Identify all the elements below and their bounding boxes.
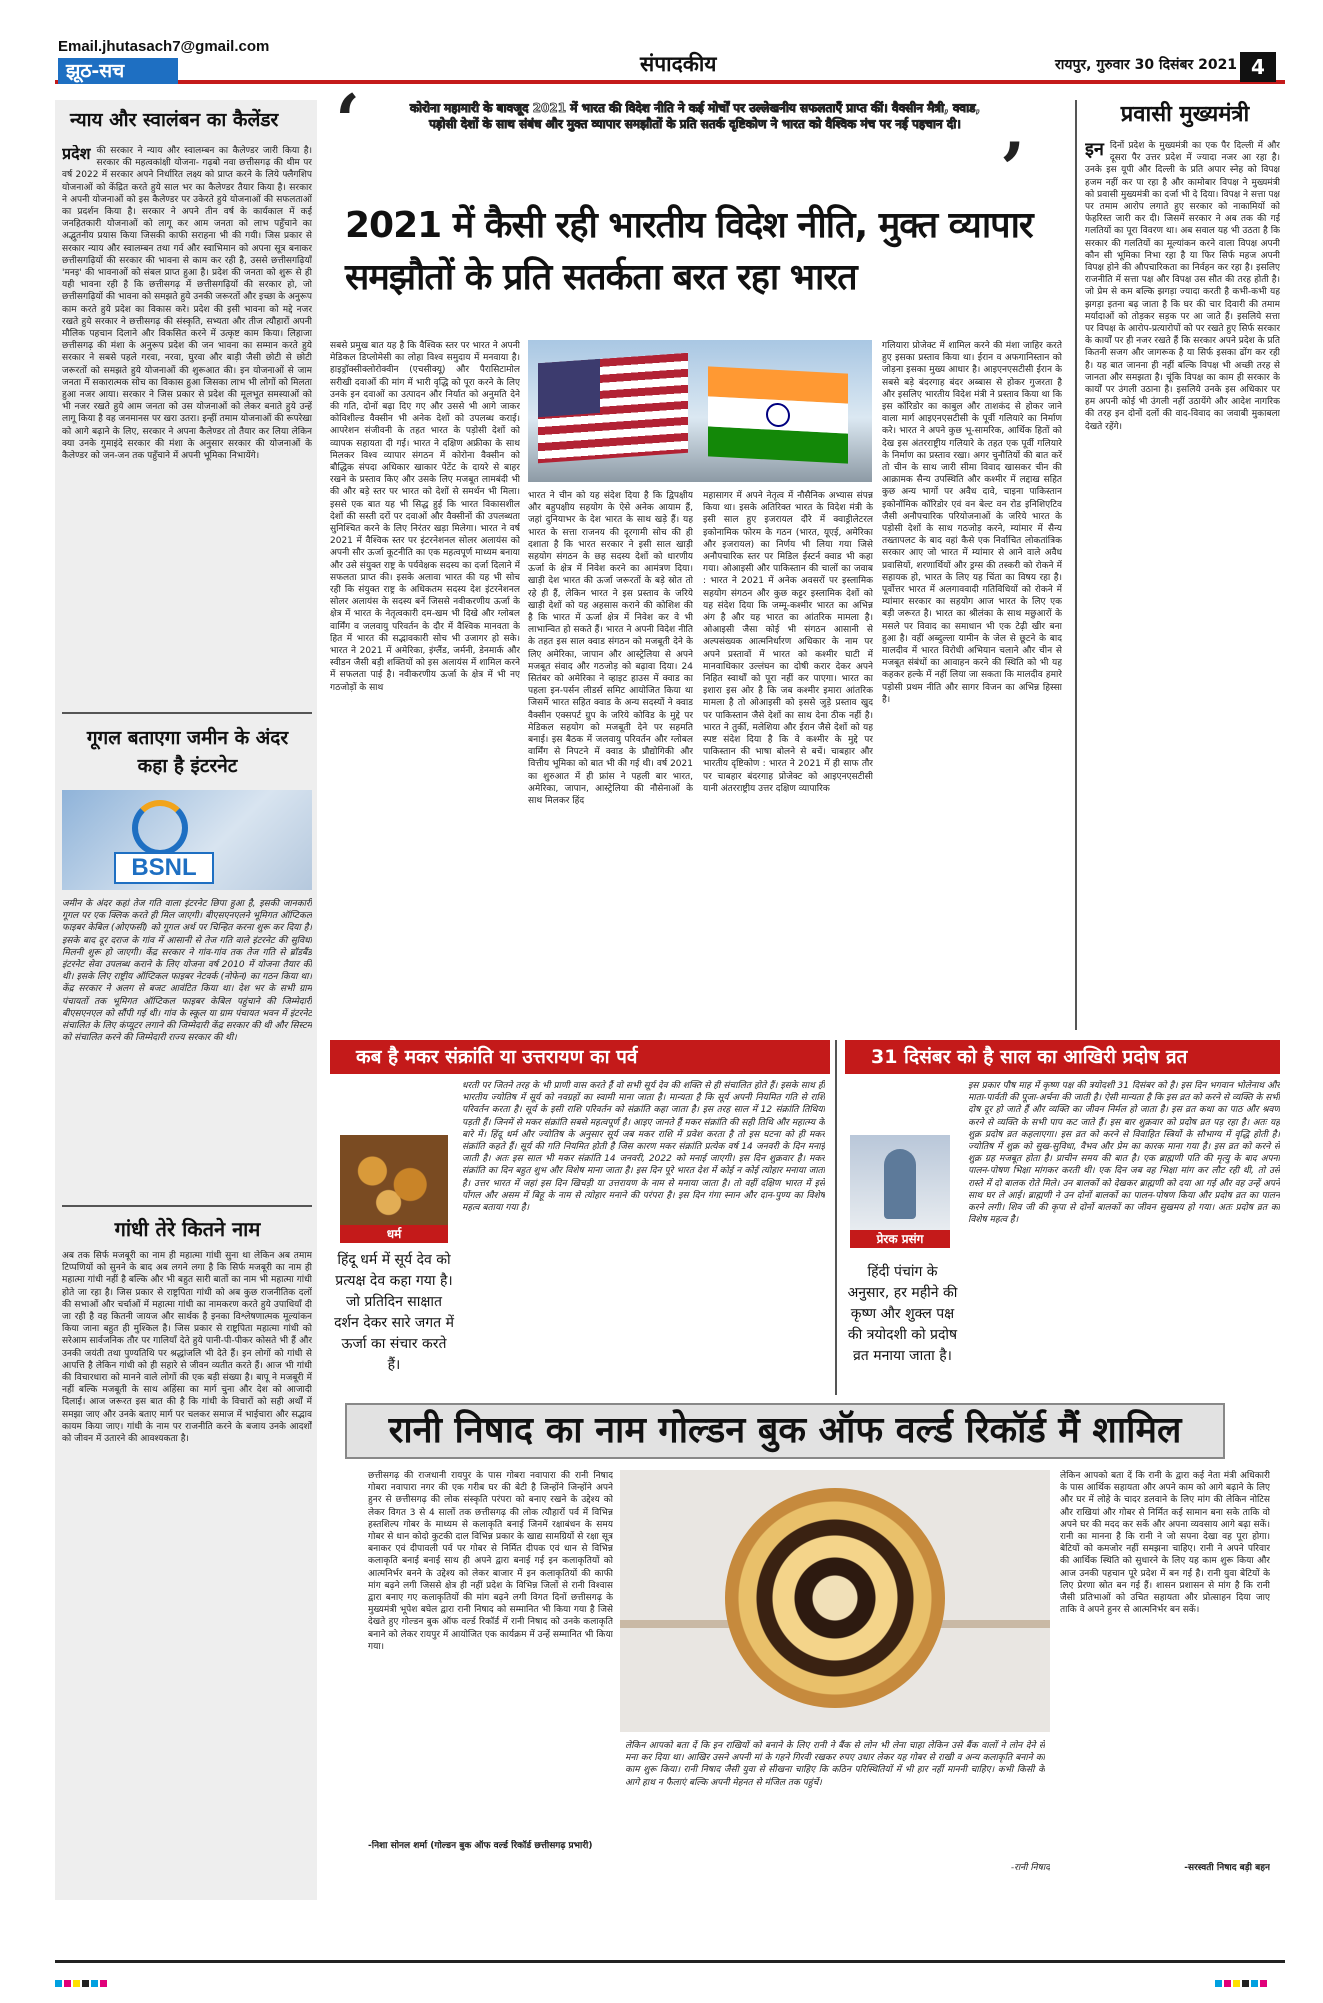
article-column: भारत ने चीन को यह संदेश दिया है कि द्विपक्षीय और बहुपक्षीय सहयोग के ऐसे अनेक आयाम हैं, जहां दुनियाभर के देश भारत के साथ खड़े हैं। यह भारत के सत्ता राजनय की दूरगामी सोच की ही दशाता है कि भारत सरकार ने इसी साल खाड़ी सहयोग संगठन के छह सदस्य देशों को धारणीय ऊर्जा के क्षेत्र में निवेश करने का आमंत्रण दिया। खाड़ी देश भारत की ऊर्जा जरूरतों के बड़े स्रोत तो रहे ही हैं, लेकिन भारत ने इस प्रस्ताव के जरिये खाड़ी देशों को यह अहसास कराने की कोशिश की है कि भारत में ऊर्जा क्षेत्र में निवेश कर वे भी लाभान्वित हो सकते हैं। भारत ने अपनी विदेश नीति के तहत इस साल क्वाड संगठन को मजबूती देने के लिए अमेरिका, जापान और आस्ट्रेलिया से अपने मजबूत संवाद और गठजोड़ को बढ़ावा दिया। 24 सितंबर को अमेरिका ने व्हाइट हाउस में क्वाड का पहला इन-पर्सन लीडर्स समिट आयोजित किया था जिसमें भारत सहित क्वाड के अन्य सदस्यों ने क्वाड वैक्सीन एक्सपर्ट ग्रुप के जरिये कोविड के मुद्दे पर मेडिकल सहयोग को मजबूती देने पर सहमति बनाई। इस बैठक में जलवायु परिवर्तन और ग्लोबल वार्मिंग से निपटने में क्वाड के प्रौद्योगिकी और वित्तीय भूमिका को बात भी की गई थी। वर्ष 2021 का शुरुआत में ही फ्रांस ने पहली बार भारत, अमेरिका, जापान, आस्ट्रेलिया की नौसेनाओं के साथ मिलकर हिंद <box>528 491 693 807</box>
category-tag: धर्म <box>340 1225 448 1243</box>
makar-banner: कब है मकर संक्रांति या उत्तरायण का पर्व <box>330 1040 830 1074</box>
bsnl-logo-text: BSNL <box>114 852 214 884</box>
article-body <box>62 145 312 705</box>
flags-image <box>528 340 872 482</box>
close-quote-icon: ’ <box>1000 126 1026 211</box>
article-title: न्याय और स्वालंबन का कैलेंडर <box>70 109 279 131</box>
dateline: रायपुर, गुरुवार 30 दिसंबर 2021 <box>1055 57 1238 73</box>
makar-body: धरती पर जितने तरह के भी प्राणी वास करते हैं वो सभी सूर्य देव की शक्ति से ही संचालित होते हैं। इसके साथ ही भारतीय ज्योतिष में सूर्य को नवग्रहों का स्वामी माना जाता है। मान्यता है कि सूर्य अपनी नियमित गति से राशि परिवर्तन करता है। सूर्य के इसी राशि परिवर्तन को संक्रांति कहा जाता है। इस तरह साल में 12 संक्रांति तिथियां पड़ती हैं। जिनमें से मकर संक्रांति सबसे महत्वपूर्ण है। आइए जानते हैं मकर संक्रांति की सही तिथि और महात्म्य के बारे में। हिंदू धर्म और ज्योतिष के अनुसार सूर्य जब मकर राशि में प्रवेश करता है तो इस घटना को ही मकर संक्रांति कहते हैं। सूर्य की गति नियमित होती है जिस कारण मकर संक्रांति प्रत्येक वर्ष 14 जनवरी के दिन मनाई जाती है। अतः इस साल भी मकर संक्रांति 14 जनवरी, 2022 को मनाई जाएगी। इस दिन शुक्रवार है। मकर संक्रांति का दिन बहुत शुभ और विशेष माना जाता है। इस दिन पूरे भारत देश में कोई न कोई त्योहार मनाया जाता है। उत्तर भारत में जहां इस दिन खिचड़ी या उत्तरायण के नाम से मनाया जाता है। तो वहीं दक्षिण भारत में इसे पोंगल और असम में बिहू के नाम से त्योहार मनाने की परंपरा है। इस दिन गंगा स्नान और दान-पुण्य का विशेष महत्व बताया गया है। <box>462 1081 825 1214</box>
rani-caption-byline: -रानी निषाद <box>1010 1863 1050 1873</box>
article-title: प्रवासी मुख्यमंत्री <box>1120 102 1250 127</box>
us-flag-icon <box>538 353 688 463</box>
rani-banner: रानी निषाद का नाम गोल्डन बुक ऑफ वर्ल्ड रिकॉर्ड मैं शामिल <box>345 1403 1225 1459</box>
article-body <box>1085 140 1280 1030</box>
article-text: की सरकार ने न्याय और स्वालम्बन का कैलेण्डर जारी किया है। सरकार की महत्वकांक्षी योजना- गढ़बो नवा छत्तीसगढ़ की थीम पर वर्ष 2022 में सरकार अपने निर्धारित लक्ष्य को प्राप्त करने के लिये फ्लैगशिप योजनाओं को केंद्रित करते हुये साल भर का कैलेण्डर तैयार किया है। सरकार ने अपनी योजनाओं को इस कैलेण्डर पर उकेरते हुये योजनाओं की सफलताओं का प्रदर्शन किया है। सरकार ने अपने तीन वर्ष के कार्यकाल में कई जनहितकारी योजनाओं को लागू कर आम जनता को लाभ पहुँचाने का अद्भुतनीय प्रयास किया जिसकी काफी सराहना भी की गयी। जिस प्रकार से सरकार न्याय और स्वालम्बन तथा गर्व और स्वाभिमान को अपना सूत्र बनाकर छत्तीसगढ़ियों की सरकार की भावना से काम कर रही है, उससे छत्तीसगढ़ियाँ 'मनइ' की भावनाओं को संबल प्राप्त हुआ है। प्रदेश की जनता को शुरू से ही यही भावना रही है कि छत्तीसगढ़ में छत्तीसगढ़ियों की सरकार हो, जो छत्तीसगढ़ियों की भावना को समझते हुये उनकी जरूरतों और इच्छा के अनुरूप काम करते हुये प्रदेश का विकास करे। प्रदेश की इसी भावना को मद्दे नजर रखते हुये सरकार ने छत्तीसगढ़ की संस्कृति, सभ्यता और तीज त्यौहारों अपनी मौलिक पहचान दिलाने और विकसित करने में उत्कृष्ट काम किया। लिहाजा छत्तीसगढ़ की मंशा के अनुरूप प्रदेश की जन भावना का सम्मान करते हुये सरकार ने सबसे पहले गरवा, नरवा, घुरवा और बाड़ी जैसी छोटी से छोटी जरूरतों को समझते हुये योजनाओं की शुरूआत की। इन योजनाओं से जाम जनता में सकारात्मक सोच का विकास हुआ जिसका लाभ भी लोगों को मिलता हुआ नजर आया। सरकार ने जिस प्रकार से प्रदेश की मूलभूत समस्याओं को भी नजर रखते हुये आम जनता को उस योजनाओं को लेकर बनाते हुये उन्हें लागू किया है वह जनमानस पर खरा उतरा। इन्हीं तमाम योजनाओं की रूपरेखा को आगे बढ़ाने के लिए, सरकार ने अपना कैलेण्डर तो तैयार कर लिया लेकिन क्या उनके गुमाइंदे सरकार की मंशा के अनुसार सरकार की योजनाओं के कैलेण्डर को जन-जन तक पहुँचाने में अपनी भूमिका निभायेंगे। <box>62 146 312 462</box>
column-divider <box>1075 100 1077 1030</box>
article-text: दिनों प्रदेश के मुख्यमंत्री का एक पैर दिल्ली में और दूसरा पैर उत्तर प्रदेश में ज्यादा नजर आ रहा है। उनके इस यूपी और दिल्ली के प्रति अपार स्नेह को विपक्ष हजम नहीं कर पा रहा है और कामोबार विपक्ष ने मुख्यमंत्री को प्रवासी मुख्यमंत्री का दर्जा भी दे दिया। विपक्ष ने सत्ता पक्ष पर तमाम आरोप लगाते हुए सरकार को नाकामियों को फेहरिस्त जारी कर दी। जिसमें सरकार ने अब तक की गई गलतियों का पूरा विवरण था। अब सवाल यह भी उठता है कि सरकार की गलतियों का मूल्यांकन करने वाला विपक्ष अपनी कौन सी भूमिका निभा रहा है या फिर सिर्फ महज अपनी विपक्ष होने की औपचारिकता का निर्वहन कर रहा है। इसलिए राजनीति में सत्ता पक्ष और विपक्ष उस सौत की तरह होती है। जो प्रेम से कम बल्कि झगड़ा ज्यादा करती है कभी-कभी यह झगड़ा इतना बढ़ जाता है कि घर की चार दिवारी की तमाम मर्यादाओं को तोड़कर सड़क पर आ जाते हैं। इसलिये सत्ता पर विपक्ष के आरोप-प्रत्यारोपों को पर रखते हुए सिर्फ सरकार के कार्यों पर ही नजर रखते हैं कि सरकार अपने प्रदेश के प्रति कितनी सजग और जागरूक है या सिर्फ इसका ढोंग कर रही है। यह बात जानना ही नहीं बल्कि विपक्ष भी अच्छी तरह से जानता और समझता है। चूंकि विपक्ष का काम ही सरकार के कार्यों पर उंगली उठाना है। इसलिये उनके इस अधिकार पर हम अपनी कोई भी उंगली नहीं उठायेंगे और आदेश नागरिक की तरह इन दोनों दलों की वाद-विवाद का जवाबी मुकाबला देखते रहेंगे। <box>1085 141 1280 432</box>
pradosh-body: इस प्रकार पौष माह में कृष्ण पक्ष की त्रयोदशी 31 दिसंबर को है। इस दिन भगवान भोलेनाथ और माता-पार्वती की पूजा-अर्चना की जाती है। ऐसी मान्यता है कि इस व्रत को करने से व्यक्ति के सभी दोष दूर हो जाते हैं और व्यक्ति का जीवन निर्मल हो जाता है। इस व्रत कथा का पाठ और श्रवण करने से व्यक्ति के सभी पाप कट जाते हैं। इस बार शुक्रवार को प्रदोष व्रत पड़ रहा है। अतः यह शुक्र प्रदोष व्रत कहलाएगा। इस व्रत को करने से विवाहित स्त्रियों के सौभाग्य में वृद्धि होती है। ज्योतिष में शुक्र को सुख-सुविधा, वैभव और प्रेम का कारक माना गया है। इस व्रत को करने से शुक्र ग्रह मजबूत होता है। प्राचीन समय की बात है। एक ब्राह्मणी पति की मृत्यु के बाद अपना पालन-पोषण भिक्षा मांगकर करती थी। एक दिन जब वह भिक्षा मांग कर लौट रही थी, तो उसे रास्ते में दो बालक रोते मिले। उन बालकों को देखकर ब्राह्मणी को दया आ गई और वह उन्हें अपने साथ घर ले आई। ब्राह्मणी ने उन दोनों बालकों का पालन-पोषण किया और प्रदोष व्रत का पालन करने लगी। शिव जी की कृपा से दोनों बालकों का जीवन सुखमय हो गया। अतः प्रदोष व्रत का विशेष महत्व है। <box>968 1081 1280 1226</box>
main-headline: 2021 में कैसी रही भारतीय विदेश नीति, मुक्त व्यापार समझौतों के प्रति सतर्कता बरत रहा भारत <box>345 205 1033 298</box>
pull-quote: कोरोना महामारी के बावजूद 2021 में भारत की विदेश नीति ने कई मोर्चों पर उल्लेखनीय सफलताएँ प्राप्त कीं। वैक्सीन मैत्री, क्वाड, पड़ोसी देशों के साथ संबंध और मुक्त व्यापार समझौतों के प्रति सतर्क दृष्टिकोण ने भारत को वैश्विक मंच पर नई पहचान दी। <box>409 101 981 131</box>
section-title: संपादकीय <box>640 52 717 76</box>
open-quote-icon: ‘ <box>335 78 361 163</box>
category-tag: प्रेरक प्रसंग <box>850 1230 950 1248</box>
divider <box>62 1205 312 1207</box>
shiva-figure-icon <box>884 1149 916 1219</box>
sweets-image <box>340 1135 448 1225</box>
email-address: Email.jhutasach7@gmail.com <box>58 38 270 55</box>
rakhi-icon <box>725 1488 945 1708</box>
makar-caption: हिंदू धर्म में सूर्य देव को प्रत्यक्ष देव कहा गया है। जो प्रतिदिन साक्षात दर्शन देकर सारे जगत में ऊर्जा का संचार करते हैं। <box>334 1252 454 1373</box>
article-body: अब तक सिर्फ मजबूरी का नाम ही महात्मा गांधी सुना था लेकिन अब तमाम टिप्पणियों को सुनने के बाद अब लगने लगा है कि सिर्फ मजबूरी का नाम ही महात्मा गांधी नहीं है बल्कि और भी बहुत सारी बातों का नाम भी महात्मा गांधी होते जा रहा है। जिस प्रकार से राष्ट्रपिता गांधी को अब कुछ राजनीतिक दलों की सभाओं और चर्चाओं में महात्मा गांधी का नामकरण करते हुये उपाधियाँ दी जा रही है वह कितनी जायज और सार्थक है इनका विश्लेषणात्मक मूल्यांकन किया जाना बहुत ही मुश्किल है। जिस प्रकार से राष्ट्रपिता महात्मा गांधी को सरेआम सार्वजनिक तौर पर गालियाँ देते हुये पानी-पी-पीकर कोसते भी हैं और उनकी जयंती तथा पुण्यतिथि पर श्रद्धांजलि भी देते हैं। इन लोगों को गांधी से आपत्ति है लेकिन गांधी को ही सहारे से जीवन व्यतीत करते हैं। आज भी गांधी की विचारधारा को मानने वाले लोगों की एक बड़ी संख्या है। बापू ने मजबूरी में नहीं बल्कि मजबूती के साथ अहिंसा का मार्ग चुना और देश को आजादी दिलाई। आज जरूरत इस बात की है कि गांधी के विचारों को सही अर्थों में समझा जाए और उनके बताए मार्ग पर चलकर समाज में भाईचारा और सद्भाव कायम किया जाए। गांधी के नाम पर राजनीति करने के बजाय उनके आदर्शों को जीवन में उतारने की आवश्यकता है। <box>62 1251 312 1445</box>
divider <box>62 712 312 714</box>
india-flag-icon <box>708 366 848 463</box>
column-divider <box>835 1040 837 1395</box>
article-column: गलियारा प्रोजेक्ट में शामिल करने की मंशा जाहिर करते हुए इसका प्रस्ताव किया था। ईरान व अफगानिस्तान को जोड़ना इसका मुख्य आधार है। आइएनएसटीसी ईरान के सबसे बड़े बंदरगाह बंदर अब्बास से होकर गुजरता है और इसलिए भारतीय विदेश मंत्री ने प्रस्ताव किया था कि इस कॉरिडोर का काबुल और ताशकंद से होकर जाने वाला मार्ग आइएनएसटीसी के पूर्वी गलियारे का निर्माण करे। भारत ने अपने कुछ भू-सामरिक, आर्थिक हितों को देख इस अंतरराष्ट्रीय गलियारे के तहत एक पूर्वी गलियारे के निर्माण का प्रस्ताव रखा। अगर चुनौतियों की बात करें तो चीन के साथ जारी सीमा विवाद खासकर चीन की आक्रामक सैन्य उपस्थिति और कश्मीर में लद्दाख सहित कुछ अन्य भागों पर अवैध दावे, चाइना पाकिस्तान इकोनॉमिक कॉरिडोर एवं वन बेल्ट वन रोड इनिशिएटिव जैसी अनौपचारिक परियोजनाओं के जरिये भारत के पड़ोसी देशों के साथ गठजोड़ करने, म्यांमार में सैन्य तख्तापलट के बाद वहां कैसे एक निर्वाचित लोकतांत्रिक सरकार आए जो भारत में म्यांमार से आने वाले अवैध प्रवासियों, शरणार्थियों और ड्रग्स की तस्करी को रोकने में सहायक हो, भारत के लिए यह चिंता का विषय रहा है। पूर्वोत्तर भारत में अलगाववादी गतिविधियों को रोकने में म्यांमार सरकार का सहयोग आज भारत के लिए एक बड़ी जरूरत है। भारत का श्रीलंका के साथ मछुआरों के मसले पर विवाद का समाधान भी एक टेढ़ी खीर बना हुआ है। वहीं अब्दुल्ला यामीन के जेल से छूटने के बाद मालदीव में भारत विरोधी अभियान चलाने और चीन से मजबूत संबंधों का आवाहन करने की स्थिति को भी यह कहकर हल्के में नहीं लिया जा सकता कि मालदीव हमारे पड़ोसी प्रथम नीति और सागर विजन का अभिन्न हिस्सा है। <box>882 341 1062 705</box>
article-title: गांधी तेरे कितने नाम <box>114 1217 261 1241</box>
rakhi-image <box>620 1470 1050 1732</box>
rani-caption: लेकिन आपको बता दें कि इन राखियों को बनाने के लिए रानी ने बैंक से लोन भी लेना चाहा लेकिन उसे बैंक वालों ने लोन देने से मना कर दिया था। आखिर उसने अपनी मां के गहने गिरवी रखकर रुपए उधार लेकर यह गोबर से राखी व अन्य कलाकृति बनाने का काम शुरू किया। रानी निषाद जैसी युवा से सीखना चाहिए कि कठिन परिस्थितियों में भी हार नहीं माननी चाहिए। कभी किसी के आगे हाथ न फैलाएं बल्कि अपनी मेहनत से मंजिल तक पहुंचें। <box>625 1741 1045 1788</box>
footer-rule <box>55 1960 1285 1963</box>
newspaper-logo: झूठ-सच <box>58 58 178 84</box>
bsnl-image <box>62 790 312 890</box>
rani-column: लेकिन आपको बता दें कि रानी के द्वारा कई नेता मंत्री अधिकारी के पास आर्थिक सहायता और अपने काम को आगे बढ़ाने के लिए और घर में लोहे के चादर डलवाने के लिए मांग की लेकिन नोटिस और राखियां और गोबर से निर्मित कई सामान बना सके ताकि वो अपने घर की मदद कर सकें और अपना व्यवसाय आगे बढ़ा सकें। रानी का मानना है कि रानी ने जो सपना देखा वह पूरा होगा। बेटियों को कमजोर नहीं समझना चाहिए। रानी ने अपने परिवार की आर्थिक स्थिति को सुधारने के लिए यह काम शुरू किया और आज उनकी पहचान पूरे प्रदेश में बन गई है। रानी युवा बेटियों के लिए प्रेरणा स्रोत बन गई हैं। शासन प्रशासन से मांग है कि रानी जैसी प्रतिभाओं को उचित सहायता और प्रोत्साहन दिया जाए ताकि वे अपने हुनर से आत्मनिर्भर बन सकें। <box>1060 1471 1270 1616</box>
shiva-image <box>850 1135 950 1230</box>
article-body: जमीन के अंदर कहां तेज गति वाला इंटरनेट छिपा हुआ है, इसकी जानकारी गूगल पर एक क्लिक करते ही मिल जाएगी। बीएसएनएलने भूमिगत ऑप्टिकल फाइबर केबिल (ओएफसी) को गूगल अर्थ पर चिन्हित करना शुरू कर दिया है। इसके बाद दूर दराज के गांव में आसानी से तेज गति वाले इंटरनेट की सुविधा मिलनी शुरू हो जाएगी। केंद्र सरकार ने गांव-गांव तक तेज गति से ब्रॉडबैंड इंटरनेट सेवा उपलब्ध कराने के लिए योजना वर्ष 2010 में योजना तैयार की थी। इसके लिए राष्ट्रीय ऑप्टिकल फाइबर नेटवर्क (नोफेन) का गठन किया था। केंद्र सरकार ने अलग से बजट आवंटित किया था। देश भर के सभी ग्राम पंचायतों तक भूमिगत ऑप्टिकल फाइबर केबिल पहुंचाने की जिम्मेदारी बीएसएनएल को सौंपी गई थी। गांव के स्कूल या ग्राम पंचायत भवन में इंटरनेट संचालित के लिए कंप्यूटर लगाने की जिम्मेदारी केंद्र सरकार की थी और सिस्टम को संचालित करने की जिम्मेदारी राज्य सरकार की थी। <box>62 899 312 1044</box>
color-registration-marks <box>1215 1972 1269 1991</box>
bsnl-logo-icon <box>132 800 188 856</box>
dropcap: इन <box>1085 140 1104 160</box>
article-column: सबसे प्रमुख बात यह है कि वैश्विक स्तर पर भारत ने अपनी मेडिकल डिप्लोमेसी का लोहा विश्व समुदाय में मनवाया है। हाइड्रॉक्सीक्लोरोक्वीन (एचसीक्यू) और पैरासिटामोल सरीखी दवाओं की मांग में भारी वृद्धि को पूरा करने के लिए उनके इन दवाओं का उत्पादन और निर्यात को अनुमति देने की गति, दोनों बढ़ा दिए गए और उससे भी आगे जाकर कोविशील्ड वैक्सीन भी अनेक देशों को उपलब्ध कराई। आपरेशन संजीवनी के तहत भारत के पड़ोसी देशों को व्यापक सहायता दी गई। भारत ने दक्षिण अफ्रीका के साथ मिलकर विश्व व्यापार संगठन में कोरोना वैक्सीन को बौद्धिक संपदा अधिकार खाकार पेटेंट के दायरे से बाहर रखने के प्रस्ताव किए और उसके लिए मजबूत लामबंदी भी की और बड़े स्तर पर भारत को देशों से समर्थन भी मिला। इससे एक बात यह भी सिद्ध हुई कि भारत विकासशील देशों की सस्ती दरों पर दवाओं और वैक्सीनों की उपलब्धता सुनिश्चित करने के लिए निरंतर खड़ा मिलेगा। भारत ने वर्ष 2021 में वैश्विक स्तर पर इंटरनेशनल सोलर अलायंस को अपनी सौर ऊर्जा कूटनीति का एक महत्वपूर्ण माध्यम बनाया और उसे संयुक्त राष्ट्र के पर्यवेक्षक सदस्य का दर्जा दिलाने में सफलता प्राप्त की। इसके अलावा भारत की यह भी सोच रही कि संयुक्त राष्ट्र के अधिकतम सदस्य देश इंटरनेशनल सोलर अलायंस के सदस्य बनें जिससे नवीकरणीय ऊर्जा के क्षेत्र में भारत के नेतृत्वकारी दम-खम भी दिखे और ग्लोबल वार्मिंग व जलवायु परिवर्तन के दौर में वैश्विक मानवता के हित में भारत की सद्भावकारी सोच भी उजागर हो सके। भारत ने 2021 में अमेरिका, इंग्लैंड, जर्मनी, डेनमार्क और स्वीडन जैसी बड़ी शक्तियों को इस अलायंस में शामिल करने में सफलता पाई है। नवीकरणीय ऊर्जा के क्षेत्र में भी नए गठजोड़ों के साथ <box>330 341 520 693</box>
pradosh-banner: 31 दिसंबर को है साल का आखिरी प्रदोष व्रत <box>845 1040 1280 1074</box>
rani-byline: -निशा सोनल शर्मा (गोल्डन बुक ऑफ वर्ल्ड रिकॉर्ड छत्तीसगढ़ प्रभारी) <box>368 1841 593 1851</box>
dropcap: प्रदेश <box>62 145 91 163</box>
color-registration-marks <box>55 1972 109 1991</box>
pradosh-caption: हिंदी पंचांग के अनुसार, हर महीने की कृष्ण और शुक्ल पक्ष की त्रयोदशी को प्रदोष व्रत मनाया जाता है। <box>847 1264 958 1364</box>
page-number: 4 <box>1240 52 1276 82</box>
rani-column: छत्तीसगढ़ की राजधानी रायपुर के पास गोबरा नवापारा की रानी निषाद गोबरा नवापारा नगर की एक गरीब घर की बेटी है जिन्होंने जिन्होंने अपने हुनर से छत्तीसगढ़ की लोक संस्कृति परंपरा को बनाए रखने के उद्देश्य को लेकर विगत 3 से 4 सालों तक छत्तीसगढ़ की लोक त्यौहारों पर्व में विभिन्न हस्तशिल्प गोबर के माध्यम से कलाकृति बनाई जिनमें रक्षाबंधन के समय गोबर से धान कोदो कुटकी दाल विभिन्न प्रकार के खाद्य सामग्रियों से रक्षा सूत्र बनाकर एवं दीपावली पर्व पर गोबर से निर्मित दीपक एवं धान से विभिन्न कलाकृति बनाई बनाई साथ ही अपने द्वारा बनाई गई इन कलाकृतियों को आत्मनिर्भर बनने के उद्देश्य को लेकर बाजार में इन कलाकृतियों की काफी मांग बढ़ने लगी जिससे क्षेत्र ही नहीं प्रदेश के विभिन्न जिलों से रानी विश्वास द्वारा बनाए गए कलाकृतियों की मांग बढ़ने लगी विगत दिनों छत्तीसगढ़ के मुख्यमंत्री भूपेश बघेल द्वारा रानी निषाद को सम्मानित भी किया गया है जिसे देखते हुए गोल्डन बुक ऑफ वर्ल्ड रिकॉर्ड में रानी निषाद को उनके कलाकृति बनाने को लेकर रायपुर में आयोजित एक कार्यक्रम में उन्हें सम्मानित भी किया गया। <box>368 1471 613 1652</box>
article-title: गूगल बताएगा जमीन के अंदर कहा है इंटरनेट <box>86 727 289 777</box>
rani-byline: -सरस्वती निषाद बड़ी बहन <box>1184 1863 1270 1873</box>
article-column: महासागर में अपने नेतृत्व में नौसैनिक अभ्यास संपन्न किया था। इसके अतिरिक्त भारत के विदेश मंत्री के इसी साल हुए इजरायल दौरे में क्वाड्रीलेटरल इकोनामिक फोरम के गठन (भारत, यूएई, अमेरिका और इजरायल) का निर्णय भी लिया गया जिसे अनौपचारिक स्तर पर मिडिल ईस्टर्न क्वाड भी कहा गया। ओआइसी और पाकिस्तान की चालों का जवाब : भारत ने 2021 में अनेक अवसरों पर इस्लामिक सहयोग संगठन और कुछ कट्टर इस्लामिक देशों को यह संदेश दिया कि जम्मू-कश्मीर भारत का अभिन्न अंग है और यह भारत का आंतरिक मामला है। ओआइसी जैसा कोई भी संगठन आसानी से अल्पसंख्यक आत्मनिर्धारण अधिकार के नाम पर अपने प्रस्तावों में भारत को कश्मीर घाटी में मानवाधिकार उल्लंघन का दोषी करार देकर अपने निहित स्वार्थों को पूरा नहीं कर पाएगा। भारत का इशारा इस ओर है कि जब कश्मीर इमारा आंतरिक मामला है तो ओआइसी को इससे जुड़े प्रस्ताव खुद पर पाकिस्तान जैसे देशों का साथ देना ठीक नहीं है। भारत ने तुर्की, मलेशिया और ईरान जैसे देशों को यह स्पष्ट संदेश दिया है कि वे कश्मीर के मुद्दे पर पाकिस्तान की भाषा बोलने से बचें। चाबहार और भारतीय दृष्टिकोण : भारत ने 2021 में ही साफ तौर पर चाबहार बंदरगाह प्रोजेक्ट को आइएनएसटीसी यानी अंतरराष्ट्रीय उत्तर दक्षिण व्यापारिक <box>703 491 873 794</box>
